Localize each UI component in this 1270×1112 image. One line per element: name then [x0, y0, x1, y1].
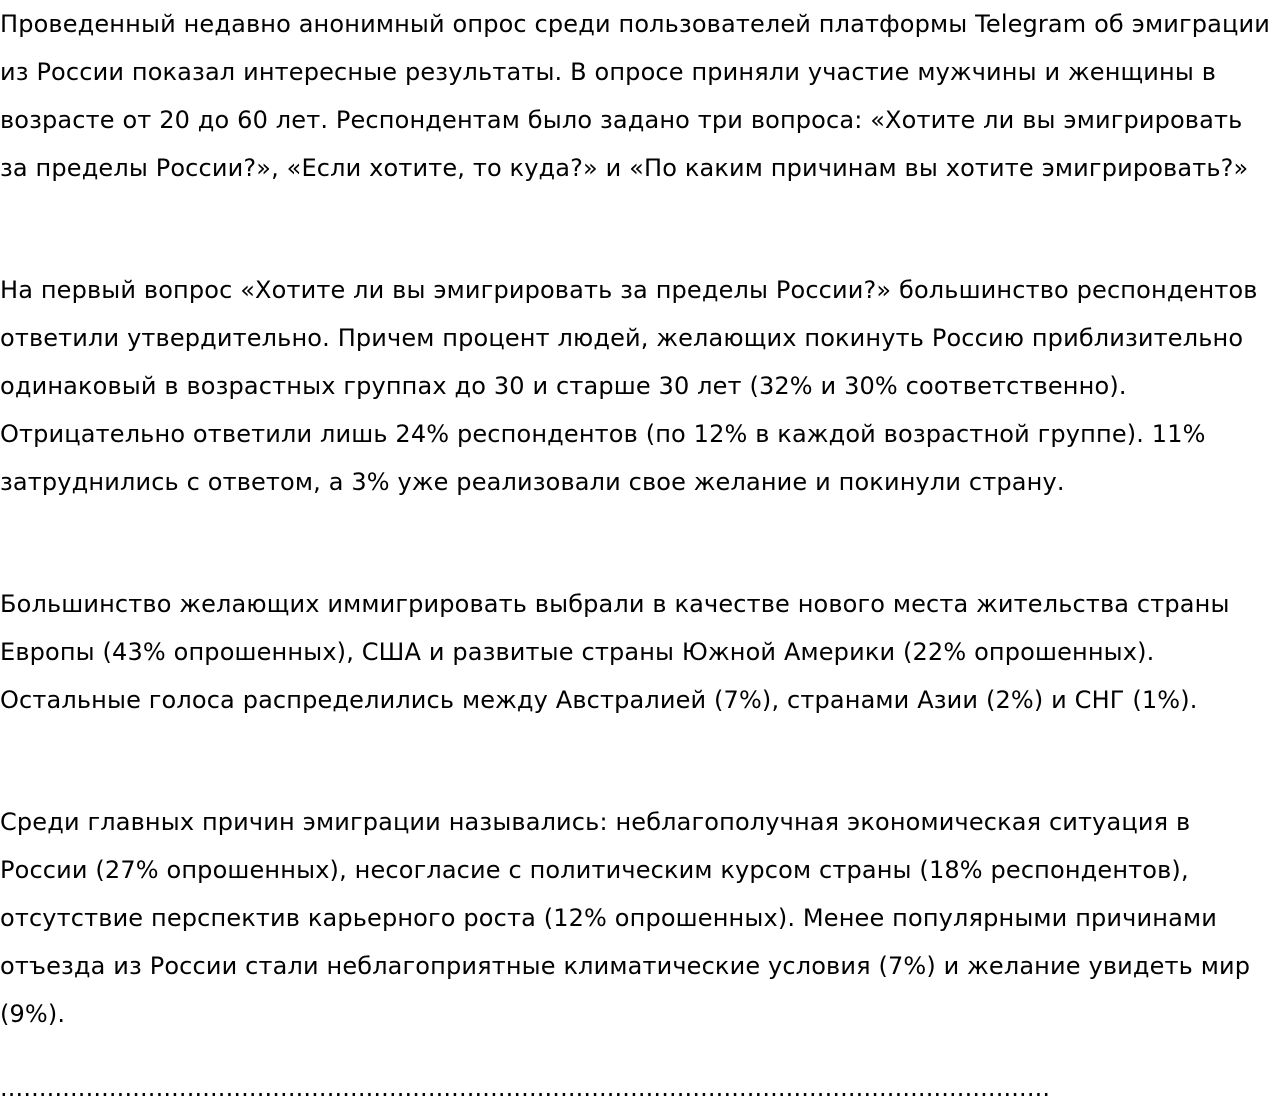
paragraph-destinations: Большинство желающих иммигрировать выбрали в качестве нового места жительства страны Европы (43% опрошенных), США и развитые страны Южной Америки (22% опрошенных). Остальные голоса распределились между Австралией (7%), странами Азии (2%) и СНГ (1%).	[0, 590, 1230, 714]
paragraph-reasons: Среди главных причин эмиграции назывались: неблагополучная экономическая ситуация в России (27% опрошенных), несогласие с политическим курсом страны (18% респондентов), отсутствие перспектив карьерного роста (12% опрошенных). Менее популярными причинами отъезда из России стали неблагоприятные климатические условия (7%) и желание увидеть мир (9%).	[0, 808, 1251, 1028]
trailing-dots: .......................................................................................................................................	[0, 1074, 1051, 1102]
paragraph-first-question: На первый вопрос «Хотите ли вы эмигрировать за пределы России?» большинство респондентов ответили утвердительно. Причем процент людей, желающих покинуть Россию приблизительно одинаковый в возрастных группах до 30 и старше 30 лет (32% и 30% соответственно). Отрицательно ответили лишь 24% респондентов (по 12% в каждой возрастной группе). 11% затруднились с ответом, а 3% уже реализовали свое желание и покинули страну.	[0, 276, 1258, 496]
paragraph-intro: Проведенный недавно анонимный опрос среди пользователей платформы Telegram об эмиграции из России показал интересные результаты. В опросе приняли участие мужчины и женщины в возрасте от 20 до 60 лет. Респондентам было задано три вопроса: «Хотите ли вы эмигрировать за пределы России?», «Если хотите, то куда?» и «По каким причинам вы хотите эмигрировать?»	[0, 10, 1270, 182]
